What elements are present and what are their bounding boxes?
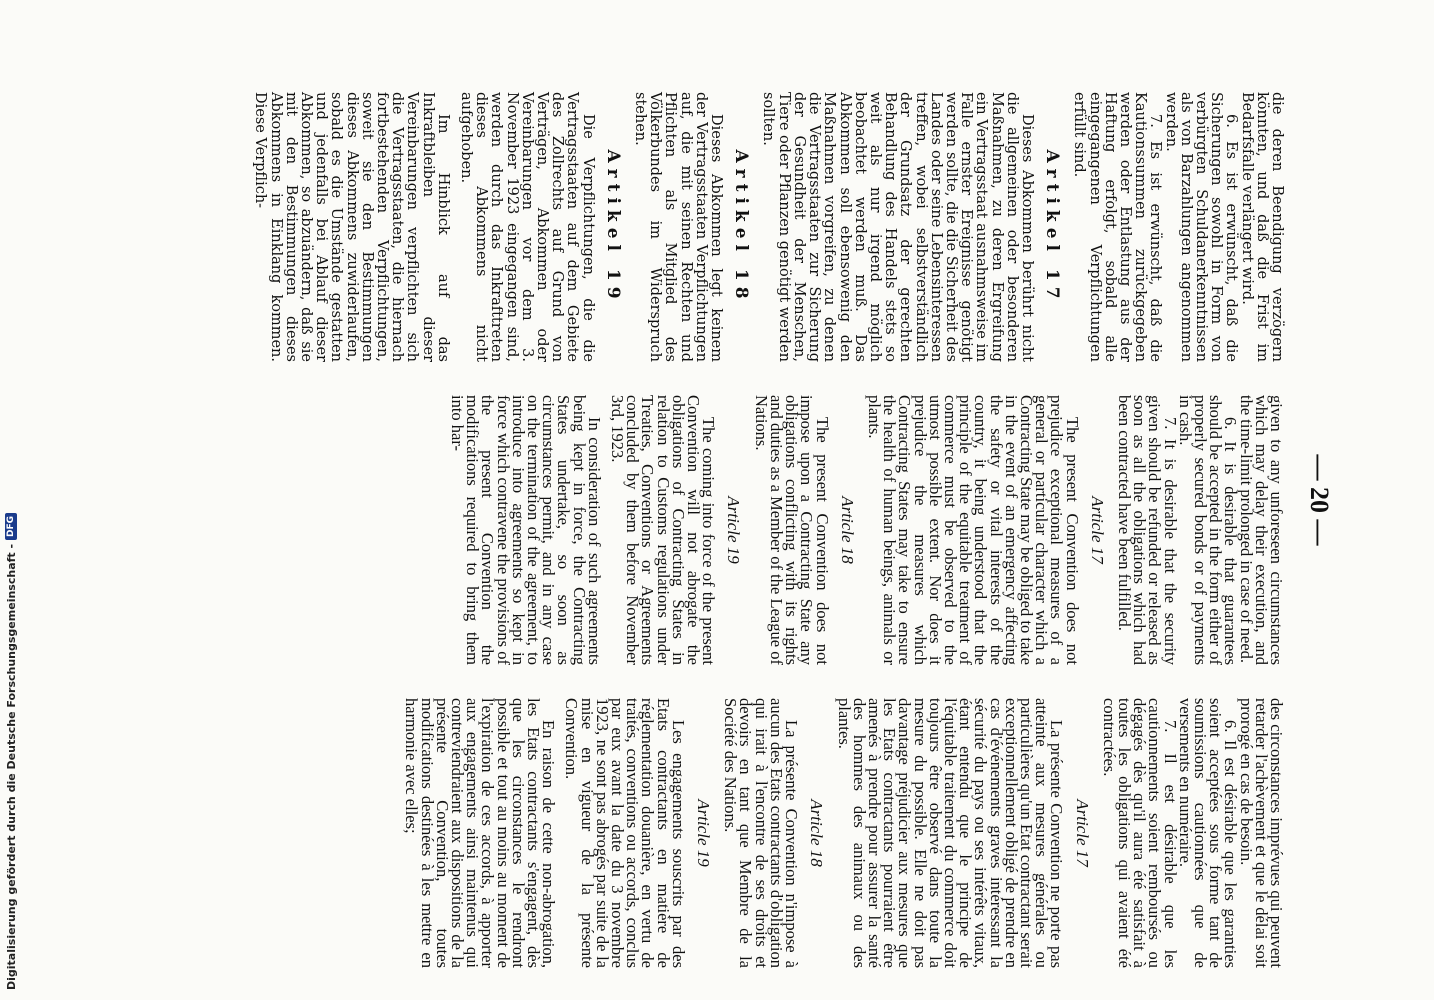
article-18-heading: Article 18 <box>837 496 857 564</box>
paragraph: 7. Es ist erwünscht, daß die Kautionssummen zurückgegeben werden oder Entlastung aus der Haftung erfolgt, sobald alle eingegangenen Verpflichtungen erfüllt sind. <box>1071 92 1164 362</box>
paragraph: The present Convention does not impose upon a Contracting State any obligations conflicting with its rights and duties as a Member of the League of Nations. <box>751 395 832 665</box>
french-column <box>404 698 1284 968</box>
english-column <box>450 395 1284 665</box>
german-column <box>252 92 1284 362</box>
paragraph: 6. Es ist erwünscht, daß die Sicherungen sowohl in Form von verbürgten Schuldanerkenntnissen als von Barzahlungen angenommen werden. <box>1162 92 1240 362</box>
paragraph: The present Convention does not prejudice exceptional measures of a general or particular character which a Contracting State may be obliged to take in the event of an emergency affecting the safety or vital interests of the country, it being understood that the principle of the equitable treatment of commerce must be observed to the utmost possible extent. Nor does it prejudice the measures which Contracting States may take to ensure the health of human beings, animals or plants. <box>864 395 1082 665</box>
paragraph: In consideration of such agreements being kept in force, the Contracting States undertake, so soon as circumstances permit, and in any case on the termination of the agreement, to introduce into agreements so kept in force which contravene the provisions of the present Convention the modifications required to bring them into har- <box>448 395 604 665</box>
paragraph: 7. It is desirable that the security given should be refunded or released as soon as all the obligations which had been contracted have been fulfilled. <box>1114 395 1180 665</box>
article-19-heading: Article 19 <box>694 799 714 867</box>
article-17-heading: Article 17 <box>1087 496 1107 564</box>
paragraph: La présente Convention n'impose à aucun des Etats contractants d'obligation qui irait à l'encontre de ses droits et devoirs en tant que Membre de la Société des Nations. <box>721 698 802 968</box>
paragraph: 6. Il est désirable que les garanties soient acceptées sous forme tant de soumissions cautionnées que de versements en numéraire. <box>1175 698 1241 968</box>
article-18-heading: Artikel 18 <box>731 149 752 305</box>
paragraph: Les engagements souscrits par des Etats contractants en matière de réglementation douanière, en vertu de traités, conventions ou accords, conclus par eux avant la date du 3 novembre 1923, ne sont pas abrogés par suite de la mise en vigueur de la présente Convention. <box>562 698 688 968</box>
article-17-heading: Article 17 <box>1072 799 1092 867</box>
paragraph: The coming into force of the present Convention will not abrogate the obligations of Contracting States in relation to Customs regulations under Treaties, Conventions or Agreements concluded by them before November 3rd, 1923. <box>608 395 719 665</box>
article-19-heading: Artikel 19 <box>602 149 623 305</box>
article-18-heading: Article 18 <box>807 799 827 867</box>
paragraph: Dieses Abkommen legt keinem der Vertragsstaaten Verpflichtungen auf, die mit seinen Rechten und Pflichten als Mitglied des Völkerbundes im Widerspruch stehen. <box>632 92 725 362</box>
paragraph: Die Verpflichtungen, die die Vertragsstaaten auf dem Gebiete des Zollrechts auf Grund von Verträgen, Abkommen oder Vereinbarungen vor dem 3. November 1923 eingegangen sind, werden durch das Inkrafttreten dieses Abkommens nicht aufgehoben. <box>458 92 596 362</box>
credit-text: Digitalisierung gefördert durch die Deutsche Forschungsgemeinschaft - <box>4 543 18 990</box>
article-17-heading: Artikel 17 <box>1042 149 1063 305</box>
page-number: — 20 — <box>1305 454 1334 546</box>
paragraph: Im Hinblick auf das Inkraftbleiben dieser Vereinbarungen verpflichten sich die Vertragsstaaten, die hiernach fortbestehenden Verpflichtungen, soweit sie den Bestimmungen dieses Abkommens zuwiderlaufen, sobald es die Umstände gestatten und jedenfalls bei Ablauf dieser Abkommen, so abzuändern, daß sie mit den Bestimmungen dieses Abkommens in Einklang kommen. Diese Verpflich- <box>252 92 451 362</box>
paragraph: Dieses Abkommen berührt nicht die allgemeinen oder besonderen Maßnahmen, zu deren Ergreifung ein Vertragsstaat ausnahmsweise im Falle ernster Ereignisse genötigt werden sollte, die die Sicherheit des Landes oder seine Lebensinteressen treffen, wobei selbstverständlich der Grundsatz der gerechten Behandlung des Handels stets so weit als nur irgend möglich beobachtet werden muß. Das Abkommen soll ebensowenig den Maßnahmen vorgreifen, zu denen die Vertragsstaaten zur Sicherung der Gesundheit der Menschen, Tiere oder Pflanzen genötigt werden sollten. <box>760 92 1035 362</box>
article-19-heading: Article 19 <box>724 496 744 564</box>
paragraph: 7. Il est désirable que les cautionnements soient remboursés ou dégagés dès qu'il aura été satisfait à toutes les obligations qui avaient été contractées. <box>1099 698 1180 968</box>
paragraph: given to any unforeseen circumstances which may delay their execution, and the time-limit prolonged in case of need. <box>1236 395 1286 665</box>
paragraph: 6. It is desirable that guarantees should be accepted in the form either of properly secured bonds or of payments in cash. <box>1175 395 1241 665</box>
dfg-logo: DFG <box>5 513 17 540</box>
paragraph: die deren Beendigung verzögern könnten, und daß die Frist im Bedarfsfalle verlängert wird. <box>1238 92 1285 362</box>
digitization-credit <box>2 515 20 990</box>
paragraph: La présente Convention ne porte pas atteinte aux mesures générales ou particulières qu'un Etat contractant serait exceptionnellement obligé de prendre en cas d'événements graves intéressant la sécurité du pays ou ses intérêts vitaux, étant entendu que le principe de l'équitable traitement du commerce doit toujours être observé dans toute la mesure du possible. Elle ne doit pas davantage préjudicier aux mesures que les Etats contractants pourraient être amenés à prendre pour assurer la santé des hommes des animaux ou des plantes. <box>834 698 1067 968</box>
paragraph: En raison de cette non-abrogation, les Etats contractants s'engagent, dès que les circonstances le rendront possible et tout au moins au moment de l'expiration de ces accords, à apporter aux engagements ainsi maintenus qui contreviendraient aux dispositions de la présente Convention, toutes modifications destinées à les mettre en harmonie avec elles; <box>402 698 559 968</box>
paragraph: des circonstances imprévues qui peuvent retarder l'achèvement et que le délai soit prorogé en cas de besoin. <box>1236 698 1286 968</box>
